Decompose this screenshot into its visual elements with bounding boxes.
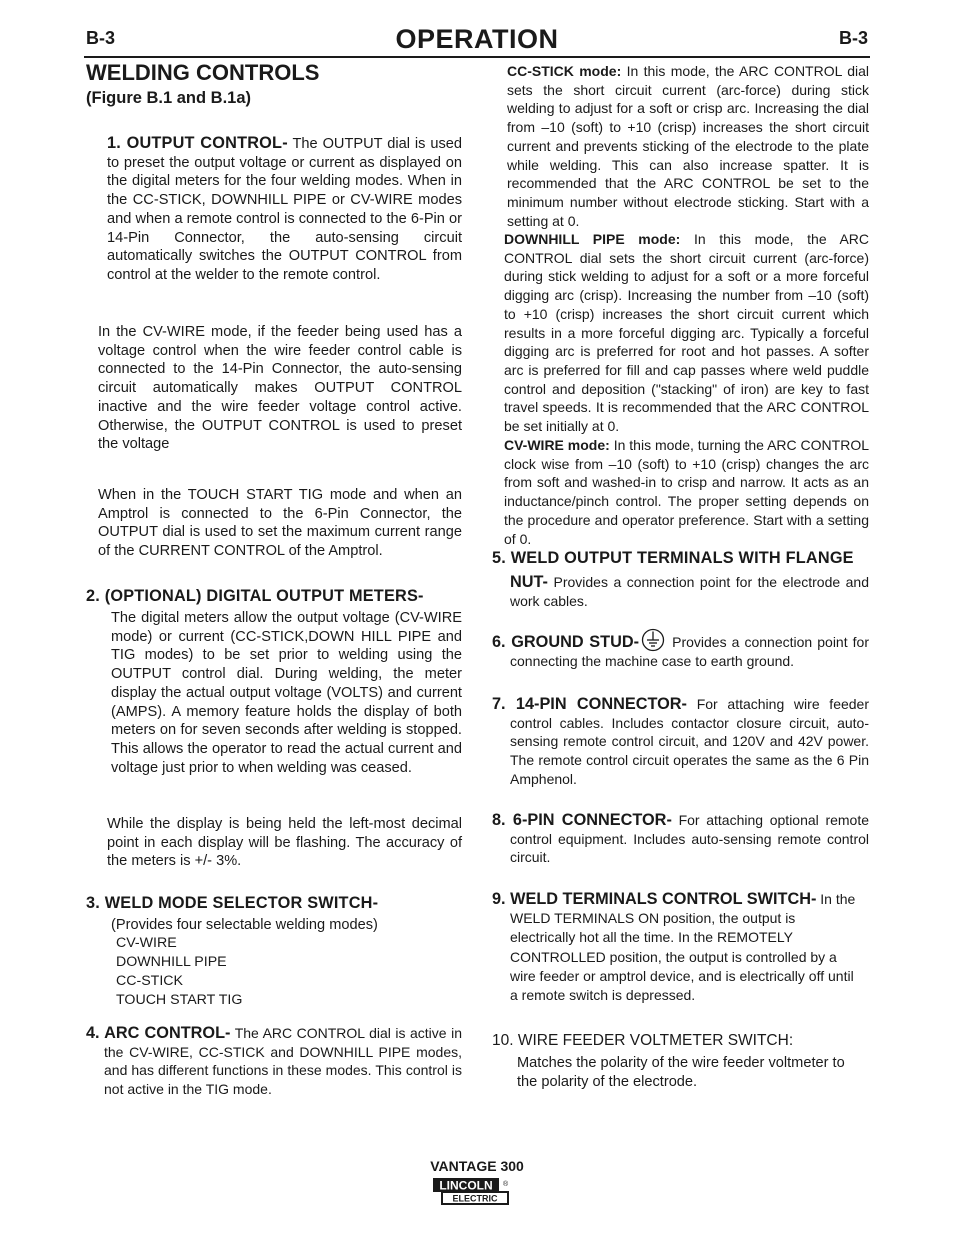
weld-terminals-switch-block bbox=[492, 890, 858, 1005]
section-subtitle: (Figure B.1 and B.1a) bbox=[86, 89, 252, 107]
digital-meters-accuracy-para: While the display is being held the left-most decimal point in each display will be flashing. The accuracy of the meters is +/- 3%. bbox=[107, 816, 462, 870]
downhill-pipe-mode-para bbox=[504, 230, 869, 436]
14-pin-connector-block bbox=[492, 695, 869, 789]
output-terminals-heading-cont: NUT- bbox=[510, 573, 548, 591]
lincoln-electric-logo bbox=[432, 1176, 510, 1206]
arc-control-text: The ARC CONTROL dial is active in the CV-WIRE, CC-STICK and DOWNHILL PIPE modes, and has different functions in these modes. This control is not active in the TIG mode. bbox=[104, 1025, 462, 1098]
downhill-pipe-mode-label: DOWNHILL PIPE mode: bbox=[504, 231, 681, 247]
output-control-block bbox=[86, 134, 462, 285]
6-pin-connector-block bbox=[492, 811, 869, 867]
digital-meters-text: The digital meters allow the output voltage (CV-WIRE mode) or current (CC-STICK,DOWN HILL PIPE and TIG modes) to be set prior to welding using the OUTPUT control dial. During welding, the meter display the actual output voltage (VOLTS) and current (AMPS). A memory feature holds the display of both meters on for seven seconds after welding is stopped. This allows the operator to read the actual current and voltage just prior to when welding was ceased. bbox=[111, 610, 462, 776]
mode-selector-heading: 3. WELD MODE SELECTOR SWITCH- bbox=[86, 894, 379, 912]
ground-icon bbox=[641, 628, 665, 652]
logo-registered-mark: ® bbox=[503, 1181, 509, 1188]
output-terminals-text: Provides a connection point for the electrode and work cables. bbox=[510, 574, 870, 609]
footer-model-name: VANTAGE 300 bbox=[430, 1158, 524, 1174]
page-number-right: B-3 bbox=[838, 28, 868, 48]
page-title: OPERATION bbox=[395, 24, 559, 54]
mode-item: TOUCH START TIG bbox=[116, 991, 243, 1008]
cc-stick-mode-label: CC-STICK mode: bbox=[507, 63, 622, 79]
voltmeter-switch-heading: 10. WIRE FEEDER VOLTMETER SWITCH: bbox=[492, 1032, 794, 1049]
header-rule bbox=[84, 56, 870, 58]
logo-top-text: LINCOLN bbox=[439, 1178, 493, 1193]
cc-stick-mode-text: In this mode, the ARC CONTROL dial sets the short circuit current (arc-force) during stick welding to adjust for a soft or crisp arc. Increasing the dial from –10 (soft) to +10 (crisp) increases the short circuit current and prevents sticking of the electrode to the plate while welding. This can also increase spatter. It is recommended that the ARC CONTROL be set to the minimum number without electrode sticking. Start with a setting at 0. bbox=[507, 63, 870, 229]
mode-item: CC-STICK bbox=[116, 972, 183, 989]
output-control-text: The OUTPUT dial is used to preset the output voltage or current as displayed on the digital meters for the four welding modes. When in the CC-STICK, DOWNHILL PIPE or CV-WIRE modes and when a remote control is connected to the 6-Pin or 14-Pin Connector, the auto-sensing circuit automatically switches the OUTPUT CONTROL from control at the welder to the remote control. bbox=[107, 136, 462, 283]
arc-control-heading: 4. ARC CONTROL- bbox=[86, 1024, 231, 1042]
arc-control-block bbox=[86, 1024, 462, 1099]
cv-wire-mode-label: CV-WIRE mode: bbox=[504, 437, 610, 453]
voltmeter-switch-text: Matches the polarity of the wire feeder voltmeter to the polarity of the electrode. bbox=[517, 1055, 845, 1090]
mode-item: CV-WIRE bbox=[116, 935, 177, 951]
output-terminals-heading: 5. WELD OUTPUT TERMINALS WITH FLANGE bbox=[492, 549, 854, 567]
mode-selector-intro: (Provides four selectable welding modes) bbox=[111, 917, 378, 933]
6-pin-connector-text: For attaching optional remote control equipment. Includes auto-sensing remote control circuit. bbox=[510, 812, 870, 866]
6-pin-connector-heading: 8. 6-PIN CONNECTOR- bbox=[492, 811, 672, 829]
14-pin-connector-heading: 7. 14-PIN CONNECTOR- bbox=[492, 695, 687, 713]
page-number-left: B-3 bbox=[86, 28, 116, 48]
output-control-tig-para: When in the TOUCH START TIG mode and when an Amptrol is connected to the 6-Pin Connector, the OUTPUT dial is used to set the maximum current range of the CURRENT CONTROL of the Amptrol. bbox=[98, 487, 462, 560]
downhill-pipe-mode-text: In this mode, the ARC CONTROL dial sets the short circuit current (arc-force) during stick welding to adjust for a soft or a more forceful digging arc (crisp). Increasing the number from –10 (soft) to +10 (crisp) increases the short circuit current which results in a more forceful digging arc. Typically a forceful digging arc is preferred for root and hot passes. A softer arc is preferred for fill and cap passes where weld puddle control and deposition ("stacking" of iron) are key to fast travel speeds. It is recommended that the ARC CONTROL be set initially at 0. bbox=[504, 231, 870, 435]
output-control-heading: 1. OUTPUT CONTROL- bbox=[107, 134, 288, 152]
ground-stud-block bbox=[492, 628, 869, 671]
digital-meters-heading: 2. (OPTIONAL) DIGITAL OUTPUT METERS- bbox=[86, 587, 424, 605]
cv-wire-mode-para bbox=[504, 436, 869, 548]
cv-wire-mode-text: In this mode, turning the ARC CONTROL clock wise from –10 (soft) to +10 (crisp) changes the arc from soft and washed-in to crisp and narrow. It acts as an inductance/pinch control. The proper setting depends on the procedure and operator preference. Start with a setting of 0. bbox=[504, 437, 869, 547]
section-title: WELDING CONTROLS bbox=[86, 60, 320, 85]
mode-list bbox=[116, 934, 242, 1010]
14-pin-connector-text: For attaching wire feeder control cables. Includes contactor closure circuit, auto-sensing remote control circuit, and 120V and 42V power. The remote control circuit operates the same as the 6 Pin Amphenol. bbox=[510, 696, 870, 787]
cc-stick-mode-para bbox=[507, 62, 869, 230]
ground-stud-text: Provides a connection point for connecting the machine case to earth ground. bbox=[510, 634, 870, 669]
weld-terminals-switch-heading: 9. WELD TERMINALS CONTROL SWITCH- bbox=[492, 890, 817, 908]
output-terminals-block bbox=[510, 573, 869, 610]
weld-terminals-switch-text: In the WELD TERMINALS ON position, the output is electrically hot all the time. In the REMOTELY CONTROLLED position, the output is controlled by a wire feeder or amptrol device, and is electrically off until a remote switch is depressed. bbox=[510, 891, 856, 1004]
logo-bottom-text: ELECTRIC bbox=[452, 1193, 498, 1204]
mode-item: DOWNHILL PIPE bbox=[116, 953, 227, 970]
ground-stud-heading: 6. GROUND STUD- bbox=[492, 633, 640, 651]
output-control-cvwire-para: In the CV-WIRE mode, if the feeder being used has a voltage control when the wire feeder control cable is connected to the 14-Pin Connector, the auto-sensing circuit automatically makes OUTPUT CONTROL inactive and the wire feeder voltage control active. Otherwise, the OUTPUT CONTROL is used to preset the voltage bbox=[98, 324, 462, 453]
